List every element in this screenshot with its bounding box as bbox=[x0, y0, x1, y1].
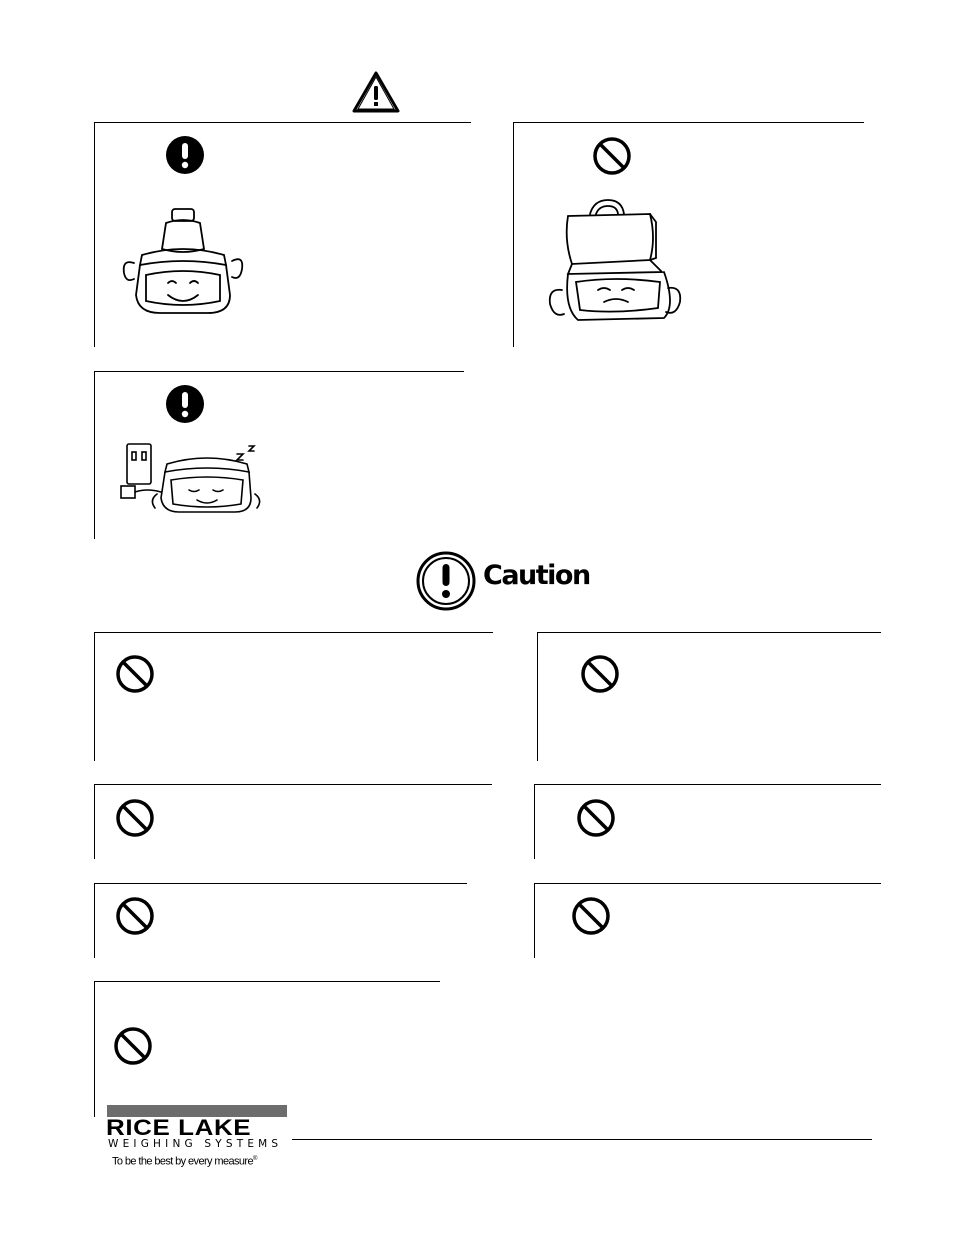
brand-subtitle: WEIGHING SYSTEMS bbox=[108, 1138, 283, 1150]
prohibition-icon bbox=[576, 798, 616, 838]
prohibition-icon bbox=[115, 654, 155, 694]
prohibition-icon bbox=[580, 654, 620, 694]
prohibition-icon bbox=[571, 896, 611, 936]
caution-panel-2 bbox=[537, 632, 881, 761]
warning-triangle-icon bbox=[352, 70, 400, 114]
prohibition-icon bbox=[113, 1026, 153, 1066]
caution-panel-1 bbox=[94, 632, 493, 761]
exclamation-circle-icon bbox=[165, 135, 205, 175]
scale-with-weight-illustration bbox=[120, 205, 245, 325]
scale-unplugged-illustration bbox=[117, 440, 267, 525]
exclamation-circle-icon bbox=[416, 551, 476, 611]
prohibition-icon bbox=[115, 798, 155, 838]
prohibition-icon bbox=[115, 896, 155, 936]
prohibition-icon bbox=[592, 136, 632, 176]
scale-with-bag-illustration bbox=[544, 198, 686, 335]
exclamation-circle-icon bbox=[165, 384, 205, 424]
caution-label: Caution bbox=[483, 560, 590, 591]
brand-tagline: To be the best by every measure® bbox=[112, 1155, 257, 1168]
footer-divider bbox=[292, 1139, 872, 1140]
brand-logo: RICE LAKE bbox=[106, 1115, 252, 1140]
